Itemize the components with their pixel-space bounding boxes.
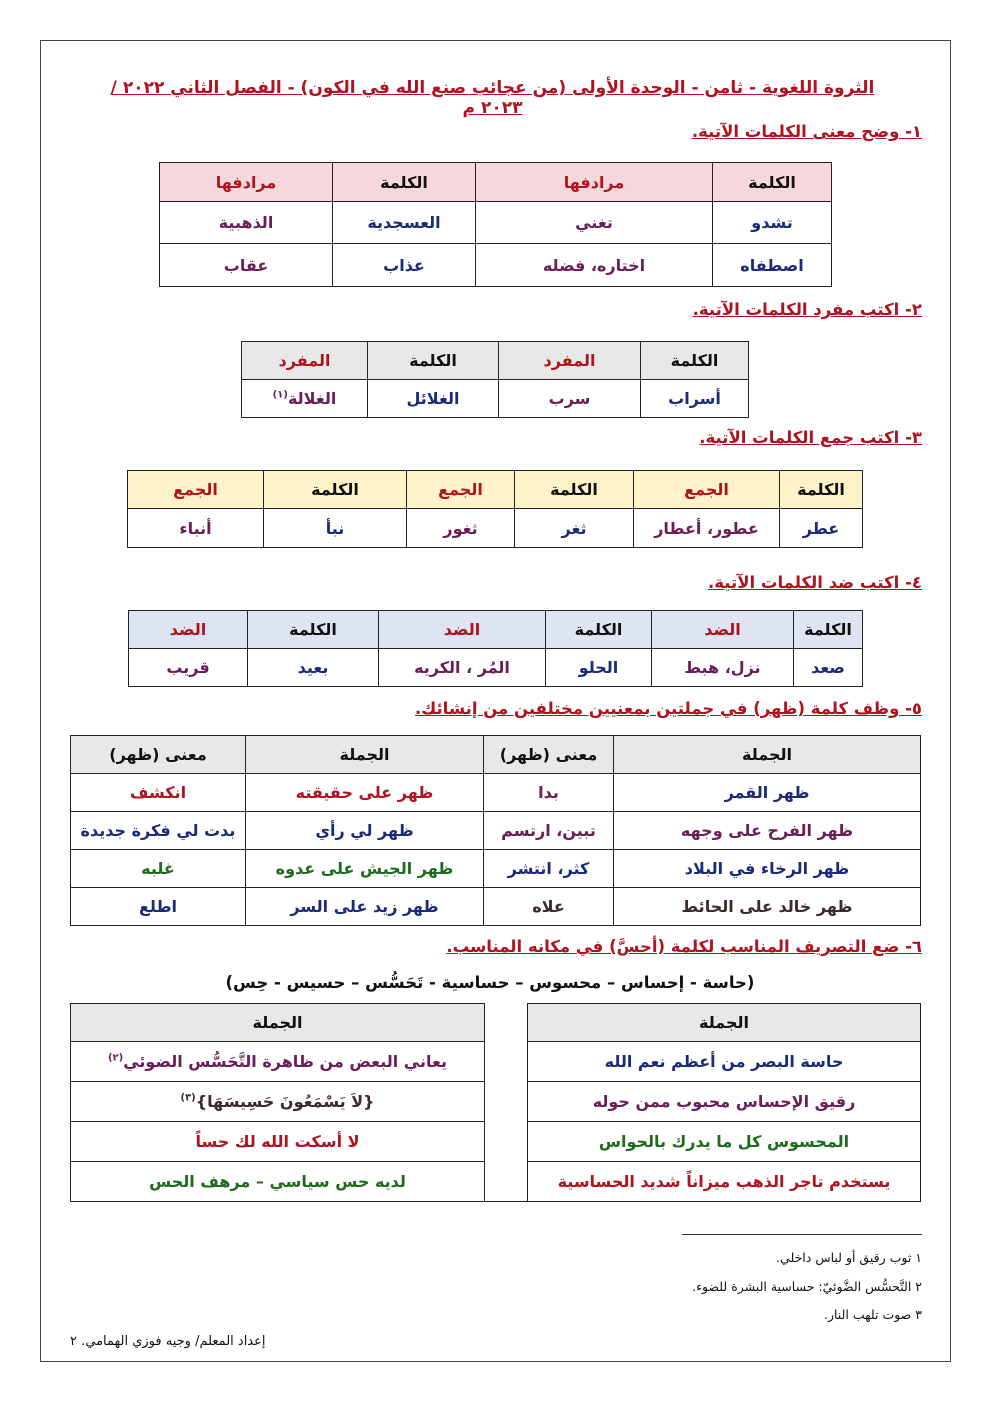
col-header: الجملة: [246, 736, 484, 774]
footnote: ٢ التَّحسُّس الضَّوئيّ: حساسية البشرة للضوء.: [692, 1279, 922, 1294]
col-header: مرادفها: [160, 163, 333, 202]
word-bank: (حاسة - إحساس – محسوس – حساسية - تَحَسُّس – حسيس - حِس): [225, 973, 755, 992]
table-cell: ثغر: [515, 509, 634, 548]
table-cell: ظهر زيد على السر: [246, 888, 484, 926]
col-header: الجمع: [407, 471, 515, 509]
page-title: الثروة اللغوية - ثامن - الوحدة الأولى (من عجائب صنع الله في الكون) - الفصل الثاني ٢٠٢٢ / ٢٠٢٣ م: [110, 78, 875, 118]
col-header: المفرد: [242, 342, 368, 380]
table-cell: نزل، هبط: [652, 649, 794, 687]
table-cell: أسراب: [641, 380, 749, 418]
table-row: [71, 1162, 921, 1202]
section-3-heading: ٣- اكتب جمع الكلمات الآتية.: [699, 428, 922, 447]
footnote-mark: (٢): [107, 1052, 124, 1064]
table-cell: علاه: [484, 888, 614, 926]
table-cell-text: يعاني البعض من ظاهرة التَّحَسُّس الضوئي: [123, 1052, 448, 1071]
table-cell: تغني: [476, 202, 713, 244]
table-row: [71, 1082, 921, 1122]
table-cell: عطر: [780, 509, 863, 548]
table-cell: نبأ: [264, 509, 407, 548]
col-header: الكلمة: [780, 471, 863, 509]
table-cell: العسجدية: [333, 202, 476, 244]
page-footer: إعداد المعلم/ وجيه فوزي الهمامي. ٢: [70, 1334, 266, 1349]
footnote: ١ ثوب رقيق أو لباس داخلي.: [776, 1250, 922, 1265]
table-cell: الذهبية: [160, 202, 333, 244]
table-cell: اصطفاه: [713, 244, 832, 287]
table-cell: عقاب: [160, 244, 333, 287]
section-6-heading: ٦- ضع التصريف المناسب لكلمة (أحسَّ) في مكانه المناسب.: [446, 937, 922, 956]
col-header: الكلمة: [546, 611, 652, 649]
table-cell: بدت لي فكرة جديدة: [71, 812, 246, 850]
col-header: الضد: [379, 611, 546, 649]
section-5-heading: ٥- وظف كلمة (ظهر) في جملتين بمعنيين مختلفين من إنشائك.: [414, 699, 922, 718]
table-cell: بعيد: [248, 649, 379, 687]
col-header: الكلمة: [794, 611, 863, 649]
spacer-cell: [485, 1082, 528, 1122]
table-row: [128, 509, 863, 548]
table-cell: [71, 1082, 485, 1122]
table-row: [71, 850, 921, 888]
table-cell: ظهر الرخاء في البلاد: [614, 850, 921, 888]
conjugation-table: [70, 1003, 921, 1202]
table-cell: انكشف: [71, 774, 246, 812]
table-row: [160, 244, 832, 287]
col-header: الجملة: [71, 1004, 485, 1042]
table-cell: المحسوس كل ما يدرك بالحواس: [528, 1122, 921, 1162]
table-cell-text: الغلالة: [287, 389, 337, 408]
table-cell-text: {لاَ يَسْمَعُونَ حَسِيسَهَا}: [195, 1092, 375, 1111]
col-header: الضد: [129, 611, 248, 649]
table-cell: ظهر لي رأي: [246, 812, 484, 850]
table-cell: ظهر الفرح على وجهه: [614, 812, 921, 850]
table-row: [242, 380, 749, 418]
footnote-divider: [682, 1234, 922, 1235]
table-cell: تشدو: [713, 202, 832, 244]
col-header: معنى (ظهر): [484, 736, 614, 774]
col-header: الكلمة: [248, 611, 379, 649]
section-1-heading: ١- وضح معنى الكلمات الآتية.: [691, 122, 922, 141]
table-cell: تبين، ارتسم: [484, 812, 614, 850]
table-row: [71, 774, 921, 812]
col-header: الكلمة: [515, 471, 634, 509]
table-cell: غلبه: [71, 850, 246, 888]
footnote-mark: (٣): [180, 1092, 196, 1104]
table-row: [160, 202, 832, 244]
col-header: الكلمة: [264, 471, 407, 509]
table-cell: قريب: [129, 649, 248, 687]
table-cell: الغلائل: [368, 380, 499, 418]
col-header: الجملة: [528, 1004, 921, 1042]
footnote-mark: (١): [272, 389, 288, 401]
col-header: مرادفها: [476, 163, 713, 202]
table-cell: عطور، أعطار: [634, 509, 780, 548]
antonyms-table: [128, 610, 863, 687]
table-cell: رقيق الإحساس محبوب ممن حوله: [528, 1082, 921, 1122]
table-row: [71, 812, 921, 850]
singular-table: [241, 341, 749, 418]
col-header: الضد: [652, 611, 794, 649]
table-cell: صعد: [794, 649, 863, 687]
section-2-heading: ٢- اكتب مفرد الكلمات الآتية.: [692, 300, 922, 319]
col-header: المفرد: [499, 342, 641, 380]
spacer-cell: [485, 1162, 528, 1202]
table-cell: سرب: [499, 380, 641, 418]
table-cell: [242, 380, 368, 418]
col-header: الجملة: [614, 736, 921, 774]
table-cell: الحلو: [546, 649, 652, 687]
sentences-table: [70, 735, 921, 926]
synonyms-table: [159, 162, 832, 287]
col-header: الكلمة: [641, 342, 749, 380]
table-cell: يستخدم تاجر الذهب ميزاناً شديد الحساسية: [528, 1162, 921, 1202]
table-row: [71, 888, 921, 926]
spacer-cell: [485, 1122, 528, 1162]
table-cell: كثر، انتشر: [484, 850, 614, 888]
table-cell: عذاب: [333, 244, 476, 287]
spacer-cell: [485, 1042, 528, 1082]
table-cell: لا أسكت الله لك حساً: [71, 1122, 485, 1162]
table-cell: ظهر على حقيقته: [246, 774, 484, 812]
col-header: الكلمة: [713, 163, 832, 202]
table-row: [129, 649, 863, 687]
table-cell: [71, 1042, 485, 1082]
table-cell: ظهر القمر: [614, 774, 921, 812]
col-header: معنى (ظهر): [71, 736, 246, 774]
spacer-column: [485, 1004, 528, 1042]
section-4-heading: ٤- اكتب ضد الكلمات الآتية.: [708, 573, 922, 592]
table-cell: المُر ، الكريه: [379, 649, 546, 687]
table-cell: اختاره، فضله: [476, 244, 713, 287]
table-cell: حاسة البصر من أعظم نعم الله: [528, 1042, 921, 1082]
table-cell: بدا: [484, 774, 614, 812]
table-cell: أنباء: [128, 509, 264, 548]
table-cell: ظهر خالد على الحائط: [614, 888, 921, 926]
table-cell: اطلع: [71, 888, 246, 926]
plural-table: [127, 470, 863, 548]
col-header: الكلمة: [333, 163, 476, 202]
table-cell: ظهر الجيش على عدوه: [246, 850, 484, 888]
col-header: الجمع: [128, 471, 264, 509]
footnote: ٣ صوت تلهب النار.: [823, 1307, 922, 1322]
col-header: الجمع: [634, 471, 780, 509]
col-header: الكلمة: [368, 342, 499, 380]
table-cell: ثغور: [407, 509, 515, 548]
table-row: [71, 1042, 921, 1082]
table-row: [71, 1122, 921, 1162]
table-cell: لديه حس سياسي – مرهف الحس: [71, 1162, 485, 1202]
